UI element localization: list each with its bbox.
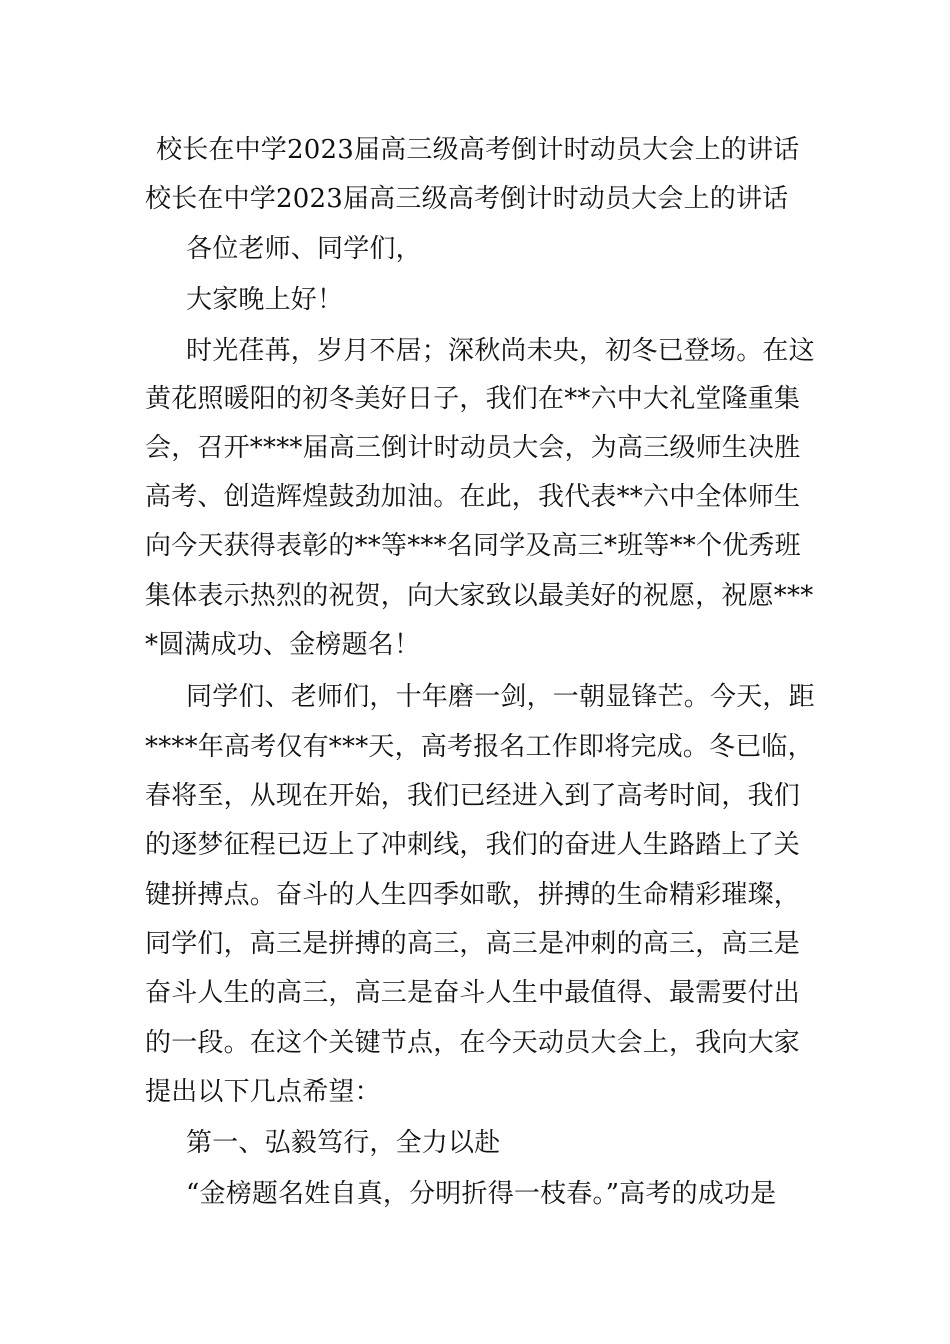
salutation: 各位老师、同学们，	[186, 234, 422, 264]
paragraph-line: 时光荏苒，岁月不居；深秋尚未央，初冬已登场。在这	[186, 336, 815, 366]
paragraph-line: 同学们、老师们，十年磨一剑，一朝显锋芒。今天，距	[186, 682, 815, 712]
paragraph-line: 的一段。在这个关键节点，在今天动员大会上，我向大家	[145, 1028, 801, 1058]
paragraph-line: 向今天获得表彰的**等***名同学及高三*班等**个优秀班	[145, 531, 801, 561]
paragraph-line: 键拼搏点。奋斗的人生四季如歌，拼搏的生命精彩璀璨，	[145, 880, 801, 910]
paragraph-line: 会，召开****届高三倒计时动员大会，为高三级师生决胜	[145, 433, 801, 463]
paragraph-line: 集体表示热烈的祝贺，向大家致以最美好的祝愿，祝愿***	[145, 581, 814, 611]
paragraph-line: 黄花照暖阳的初冬美好日子，我们在**六中大礼堂隆重集	[145, 384, 801, 414]
paragraph-line: 同学们，高三是拼搏的高三，高三是冲刺的高三，高三是	[145, 929, 801, 959]
paragraph-line: 奋斗人生的高三，高三是奋斗人生中最值得、最需要付出	[145, 978, 801, 1008]
paragraph-line: ****年高考仅有***天，高考报名工作即将完成。冬已临，	[145, 732, 814, 762]
paragraph-line: 春将至，从现在开始，我们已经进入到了高考时间，我们	[145, 781, 801, 811]
document-title-repeat: 校长在中学2023届高三级高考倒计时动员大会上的讲话	[145, 184, 789, 214]
paragraph-line: “金榜题名姓自真，分明折得一枝春。”高考的成功是	[186, 1179, 777, 1209]
paragraph-line: *圆满成功、金榜题名！	[145, 630, 421, 660]
paragraph-line: 提出以下几点希望：	[145, 1077, 381, 1107]
section-heading: 第一、弘毅笃行，全力以赴	[186, 1128, 501, 1158]
paragraph-line: 的逐梦征程已迈上了冲刺线，我们的奋进人生路踏上了关	[145, 830, 801, 860]
paragraph-line: 高考、创造辉煌鼓劲加油。在此，我代表**六中全体师生	[145, 482, 801, 512]
document-title: 校长在中学2023届高三级高考倒计时动员大会上的讲话	[156, 135, 800, 165]
greeting: 大家晚上好！	[186, 285, 344, 315]
